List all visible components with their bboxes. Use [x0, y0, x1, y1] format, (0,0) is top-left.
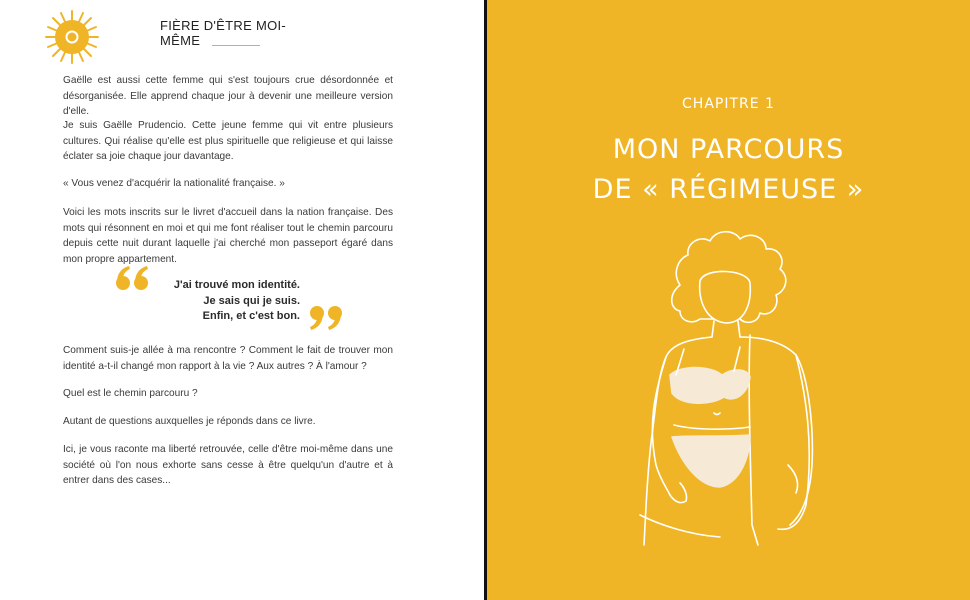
- sun-icon: [36, 8, 108, 66]
- chapter-title: [487, 130, 970, 210]
- pull-quote: [150, 278, 300, 325]
- paragraph-8: Ici, je vous raconte ma liberté retrouvée, celle d'être moi-même dans une société où l'on nous exhorte sans cesse à être quelqu'un d'autre et à entrer dans des cases...: [63, 444, 393, 487]
- pull-quote-line-1: J'ai trouvé mon identité.: [173, 279, 300, 291]
- woman-line-drawing: [600, 225, 860, 555]
- paragraph-2: Je suis Gaëlle Prudencio. Cette jeune femme qui vit entre plusieurs cultures. Qui réalise qu'elle est plus spirituelle que religieuse et qui laisse éclater sa joie chaque jour davantage.: [63, 120, 393, 163]
- paragraph-6: Quel est le chemin parcouru ?: [63, 388, 198, 399]
- chapter-title-line-2: DE « RÉGIMEUSE »: [592, 174, 865, 205]
- left-page: [0, 0, 484, 600]
- paragraph-5: Comment suis-je allée à ma rencontre ? Comment le fait de trouver mon identité a-t-il changé mon rapport à la vie ? Aux autres ? À l'amour ?: [63, 345, 393, 372]
- chapter-title-line-1: MON PARCOURS: [612, 134, 845, 165]
- pull-quote-line-3: Enfin, et c'est bon.: [202, 310, 300, 322]
- close-quote-icon: [305, 304, 345, 332]
- chapter-label: CHAPITRE 1: [682, 96, 775, 112]
- open-quote-icon: [113, 264, 153, 292]
- paragraph-7: Autant de questions auxquelles je réponds dans ce livre.: [63, 416, 316, 427]
- running-head: FIÈRE D'ÊTRE MOI-MÊME: [160, 18, 287, 48]
- paragraph-3: « Vous venez d'acquérir la nationalité française. »: [63, 178, 285, 189]
- paragraph-1: Gaëlle est aussi cette femme qui s'est toujours crue désordonnée et désorganisée. Elle apprend chaque jour à devenir une meilleure version d'elle.: [63, 75, 393, 118]
- running-head-rule: [212, 45, 260, 46]
- paragraph-4: Voici les mots inscrits sur le livret d'accueil dans la nation française. Des mots qui résonnent en moi et qui me font réaliser tout le chemin parcouru depuis cette nuit durant laquelle j'ai cherché mon passeport égaré dans mon propre appartement.: [63, 207, 393, 265]
- pull-quote-line-2: Je sais qui je suis.: [203, 294, 300, 307]
